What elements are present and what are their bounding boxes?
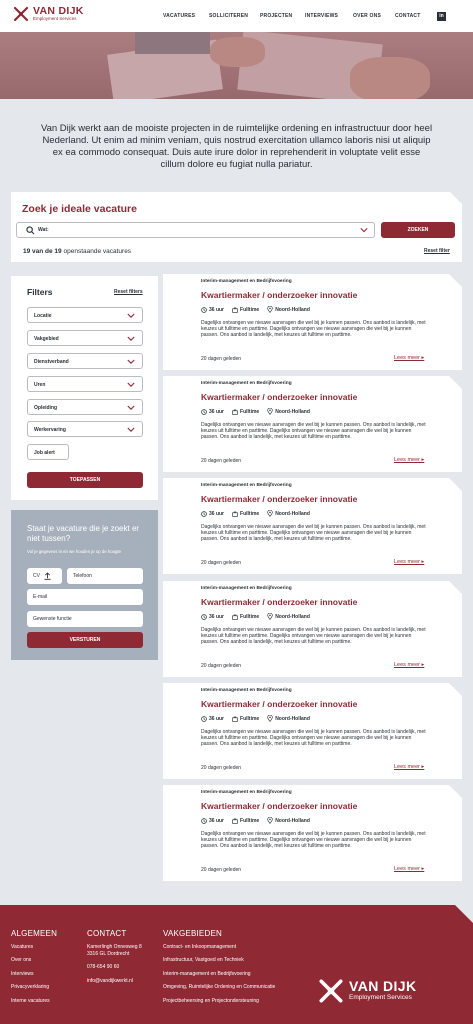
nav-projecten[interactable]: PROJECTEN	[260, 13, 293, 19]
nav-vacatures[interactable]: VACATURES	[163, 13, 196, 19]
read-more-link[interactable]	[394, 866, 424, 872]
filter-label: Werkervaring	[34, 427, 66, 433]
job-posted-age: 20 dagen geleden	[201, 458, 242, 464]
job-category: Interim-management en Bedrijfsvoering	[201, 688, 292, 693]
job-meta	[201, 510, 310, 517]
search-input[interactable]	[16, 222, 375, 238]
submit-button[interactable]: VERSTUREN	[27, 632, 143, 648]
job-type: Fulltime	[240, 817, 260, 824]
job-posted-age: 20 dagen geleden	[201, 356, 242, 362]
search-icon	[26, 226, 35, 235]
briefcase-icon	[232, 307, 238, 313]
phone-field[interactable]	[67, 568, 143, 584]
hero-image	[0, 32, 473, 99]
result-count	[23, 248, 131, 255]
footer-email[interactable]: info@vandijkwerkt.nl	[87, 977, 133, 984]
job-title[interactable]: Kwartiermaker / onderzoeker innovatie	[201, 494, 358, 504]
filters-title: Filters	[27, 287, 53, 297]
job-card[interactable]	[163, 376, 462, 472]
job-location: Noord-Holland	[275, 817, 310, 824]
function-field[interactable]	[27, 611, 143, 627]
chevron-down-icon	[127, 427, 135, 433]
read-more-link[interactable]	[394, 559, 424, 565]
job-posted-age: 20 dagen geleden	[201, 663, 242, 669]
job-card[interactable]	[163, 274, 462, 370]
clock-icon	[201, 511, 207, 517]
filter-label: Uren	[34, 382, 46, 388]
logo-mark-icon	[318, 978, 344, 1004]
briefcase-icon	[232, 716, 238, 722]
filter-label: Vakgebied	[34, 336, 59, 342]
footer-link[interactable]: Over ons	[11, 957, 32, 964]
job-category: Interim-management en Bedrijfsvoering	[201, 586, 292, 591]
job-meta	[201, 306, 310, 313]
briefcase-icon	[232, 818, 238, 824]
job-description: Dagelijks ontvangen we nieuwe aanvragen die wel bij je kunnen passen. Ons aanbod is landelijk, met keuzes uit fulltime en parttime. Dagelijks ontvangen we nieuwe aanvragen die wel bij je kunnen passen. Ons aanbod is landelijk, met keuzes uit fulltime en parttime.	[201, 524, 426, 542]
footer-contact-title: CONTACT	[87, 929, 127, 938]
nav-over-ons[interactable]: OVER ONS	[353, 13, 381, 19]
job-title[interactable]: Kwartiermaker / onderzoeker innovatie	[201, 392, 358, 402]
job-location: Noord-Holland	[275, 306, 310, 313]
job-posted-age: 20 dagen geleden	[201, 867, 242, 873]
search-title: Zoek je ideale vacature	[22, 203, 137, 215]
footer-link[interactable]: Interviews	[11, 970, 34, 977]
footer-vakgebieden-title: VAKGEBIEDEN	[163, 929, 222, 938]
footer-logo[interactable]	[318, 978, 417, 1004]
read-more-label: Lees meer	[394, 866, 420, 872]
job-location: Noord-Holland	[275, 510, 310, 517]
job-type: Fulltime	[240, 613, 260, 620]
nav-interviews[interactable]: INTERVIEWS	[305, 13, 339, 19]
footer-address-street: Kamerlingh Onnesweg 8	[87, 944, 142, 950]
main-nav	[0, 13, 473, 21]
location-pin-icon	[267, 510, 273, 517]
job-card[interactable]	[163, 478, 462, 574]
footer-brand-subtitle: Employment Services	[349, 994, 412, 1001]
footer-algemeen-title: ALGEMEEN	[11, 929, 58, 938]
job-meta	[201, 408, 310, 415]
job-title[interactable]: Kwartiermaker / onderzoeker innovatie	[201, 290, 358, 300]
job-title[interactable]: Kwartiermaker / onderzoeker innovatie	[201, 597, 358, 607]
job-category: Interim-management en Bedrijfsvoering	[201, 790, 292, 795]
footer-link[interactable]: Vacatures	[11, 944, 34, 950]
clock-icon	[201, 818, 207, 824]
read-more-label: Lees meer	[394, 764, 420, 770]
read-more-label: Lees meer	[394, 457, 420, 463]
job-description: Dagelijks ontvangen we nieuwe aanvragen die wel bij je kunnen passen. Ons aanbod is landelijk, met keuzes uit fulltime en parttime. Dagelijks ontvangen we nieuwe aanvragen die wel bij je kunnen passen. Ons aanbod is landelijk, met keuzes uit fulltime en parttime.	[201, 627, 426, 645]
chevron-down-icon	[127, 336, 135, 342]
clock-icon	[201, 409, 207, 415]
cv-panel-subtitle: Vul je gegevens in en we houden je op de hoogte	[27, 549, 121, 554]
job-description: Dagelijks ontvangen we nieuwe aanvragen die wel bij je kunnen passen. Ons aanbod is landelijk, met keuzes uit fulltime en parttime. Dagelijks ontvangen we nieuwe aanvragen die wel bij je kunnen passen. Ons aanbod is landelijk, met keuzes uit fulltime en parttime.	[201, 729, 426, 747]
arrow-right-icon: ▸	[421, 764, 425, 770]
phone-placeholder: Telefoon	[73, 573, 92, 579]
job-title[interactable]: Kwartiermaker / onderzoeker innovatie	[201, 699, 358, 709]
location-pin-icon	[267, 408, 273, 415]
footer-link[interactable]: Contract- en Inkoopmanagement	[163, 944, 237, 950]
function-placeholder: Gewenste functie	[33, 616, 72, 622]
job-type: Fulltime	[240, 715, 260, 722]
job-meta	[201, 817, 310, 824]
filter-label: Dienstverband	[34, 359, 69, 365]
read-more-link[interactable]	[394, 662, 424, 668]
filter-locatie[interactable]	[27, 307, 143, 323]
location-pin-icon	[267, 817, 273, 824]
chevron-down-icon	[127, 359, 135, 365]
result-count-number: 19 van de 19	[23, 248, 62, 255]
email-field[interactable]	[27, 589, 143, 605]
arrow-right-icon: ▸	[421, 559, 425, 565]
job-meta	[201, 715, 310, 722]
intro-text: Van Dijk werkt aan de mooiste projecten in de ruimtelijke ordening en infrastructuur door heel Nederland. Ut enim ad minim veniam, quis nostrud exercitation ullamco laboris nisi ut aliquip ex ea commodo consequat. Duis aute irure dolor in reprehenderit in voluptate velit esse cillum dolore eu fugiat nulla pariatur.	[40, 123, 433, 170]
linkedin-icon[interactable]: in	[437, 12, 446, 21]
footer-phone[interactable]: 078-654 90 60	[87, 964, 120, 971]
job-location: Noord-Holland	[275, 715, 310, 722]
job-category: Interim-management en Bedrijfsvoering	[201, 381, 292, 386]
job-meta	[201, 613, 310, 620]
job-posted-age: 20 dagen geleden	[201, 560, 242, 566]
briefcase-icon	[232, 409, 238, 415]
job-description: Dagelijks ontvangen we nieuwe aanvragen die wel bij je kunnen passen. Ons aanbod is landelijk, met keuzes uit fulltime en parttime. Dagelijks ontvangen we nieuwe aanvragen die wel bij je kunnen passen. Ons aanbod is landelijk, met keuzes uit fulltime en parttime.	[201, 422, 426, 440]
site-footer	[0, 905, 473, 1024]
arrow-right-icon: ▸	[421, 866, 425, 872]
reset-filters-link[interactable]: Reset filters	[114, 289, 143, 295]
chevron-down-icon	[360, 226, 368, 234]
footer-address-city: 3316 GL Dordrecht	[87, 951, 130, 957]
result-count-label: openstaande vacatures	[61, 248, 132, 255]
job-description: Dagelijks ontvangen we nieuwe aanvragen die wel bij je kunnen passen. Ons aanbod is landelijk, met keuzes uit fulltime en parttime. Dagelijks ontvangen we nieuwe aanvragen die wel bij je kunnen passen. Ons aanbod is landelijk, met keuzes uit fulltime en parttime.	[201, 320, 426, 338]
location-pin-icon	[267, 613, 273, 620]
job-hours: 36 uur	[209, 715, 225, 722]
brand-subtitle: Employment Services	[33, 16, 77, 21]
reset-filter-link[interactable]: Reset filter	[424, 248, 450, 254]
footer-algemeen-list	[11, 944, 50, 1011]
cv-upload-field[interactable]	[27, 568, 62, 584]
chevron-down-icon	[127, 382, 135, 388]
filter-uren[interactable]	[27, 376, 143, 392]
briefcase-icon	[232, 511, 238, 517]
footer-link[interactable]: Privacyverklaring	[11, 984, 50, 991]
read-more-label: Lees meer	[394, 355, 420, 361]
job-category: Interim-management en Bedrijfsvoering	[201, 279, 292, 284]
job-posted-age: 20 dagen geleden	[201, 765, 242, 771]
job-description: Dagelijks ontvangen we nieuwe aanvragen die wel bij je kunnen passen. Ons aanbod is landelijk, met keuzes uit fulltime en parttime. Dagelijks ontvangen we nieuwe aanvragen die wel bij je kunnen passen. Ons aanbod is landelijk, met keuzes uit fulltime en parttime.	[201, 831, 426, 849]
read-more-label: Lees meer	[394, 662, 420, 668]
clock-icon	[201, 614, 207, 620]
job-type: Fulltime	[240, 408, 260, 415]
read-more-link[interactable]	[394, 457, 424, 463]
search-button[interactable]: ZOEKEN	[381, 222, 455, 238]
cv-label: CV	[33, 573, 40, 579]
job-title[interactable]: Kwartiermaker / onderzoeker innovatie	[201, 801, 358, 811]
job-hours: 36 uur	[209, 613, 225, 620]
read-more-link[interactable]	[394, 355, 424, 361]
clock-icon	[201, 307, 207, 313]
site-header	[0, 0, 473, 32]
job-card[interactable]	[163, 683, 462, 779]
read-more-link[interactable]	[394, 764, 424, 770]
job-alert-label: Job alert	[34, 450, 55, 456]
apply-filters-button[interactable]: TOEPASSEN	[27, 472, 143, 488]
job-alert-toggle[interactable]	[27, 444, 69, 460]
location-pin-icon	[267, 715, 273, 722]
footer-link[interactable]: Interne vacatures	[11, 997, 50, 1004]
job-type: Fulltime	[240, 306, 260, 313]
footer-link[interactable]: Projectbeheersing en Projectondersteuning	[163, 997, 259, 1004]
upload-icon	[44, 572, 51, 580]
footer-brand-name: VAN DIJK	[349, 978, 417, 994]
arrow-right-icon: ▸	[421, 662, 425, 668]
clock-icon	[201, 716, 207, 722]
filter-label: Locatie	[34, 313, 52, 319]
job-category: Interim-management en Bedrijfsvoering	[201, 483, 292, 488]
job-hours: 36 uur	[209, 510, 225, 517]
location-pin-icon	[267, 306, 273, 313]
read-more-label: Lees meer	[394, 559, 420, 565]
arrow-right-icon: ▸	[421, 457, 425, 463]
job-location: Noord-Holland	[275, 613, 310, 620]
job-hours: 36 uur	[209, 306, 225, 313]
footer-contact-list	[87, 944, 142, 991]
search-label: Wat:	[38, 227, 49, 233]
filter-werkervaring[interactable]	[27, 421, 143, 437]
job-hours: 36 uur	[209, 408, 225, 415]
filter-vakgebied[interactable]	[27, 330, 143, 346]
footer-link[interactable]: Interim-management en Bedrijfsvoering	[163, 970, 251, 977]
filter-dienstverband[interactable]	[27, 353, 143, 369]
briefcase-icon	[232, 614, 238, 620]
chevron-down-icon	[127, 405, 135, 411]
job-card[interactable]	[163, 581, 462, 677]
footer-link[interactable]: Omgeving, Ruimtelijke Ordening en Communicatie	[163, 984, 276, 991]
filter-opleiding[interactable]	[27, 399, 143, 415]
nav-solliciteren[interactable]: SOLLICITEREN	[209, 13, 249, 19]
arrow-right-icon: ▸	[421, 355, 425, 361]
filter-label: Opleiding	[34, 405, 58, 411]
nav-contact[interactable]: CONTACT	[395, 13, 421, 19]
chevron-down-icon	[127, 313, 135, 319]
job-type: Fulltime	[240, 510, 260, 517]
cv-panel-title: Staat je vacature die je zoekt er niet tussen?	[27, 524, 140, 543]
footer-link[interactable]: Infrastructuur, Vastgoed en Techniek	[163, 957, 244, 964]
footer-vakgebieden-list	[163, 944, 275, 1011]
job-hours: 36 uur	[209, 817, 225, 824]
job-location: Noord-Holland	[275, 408, 310, 415]
email-placeholder: E-mail	[33, 594, 48, 600]
brand-name: VAN DIJK	[33, 5, 84, 17]
job-card[interactable]	[163, 785, 462, 881]
